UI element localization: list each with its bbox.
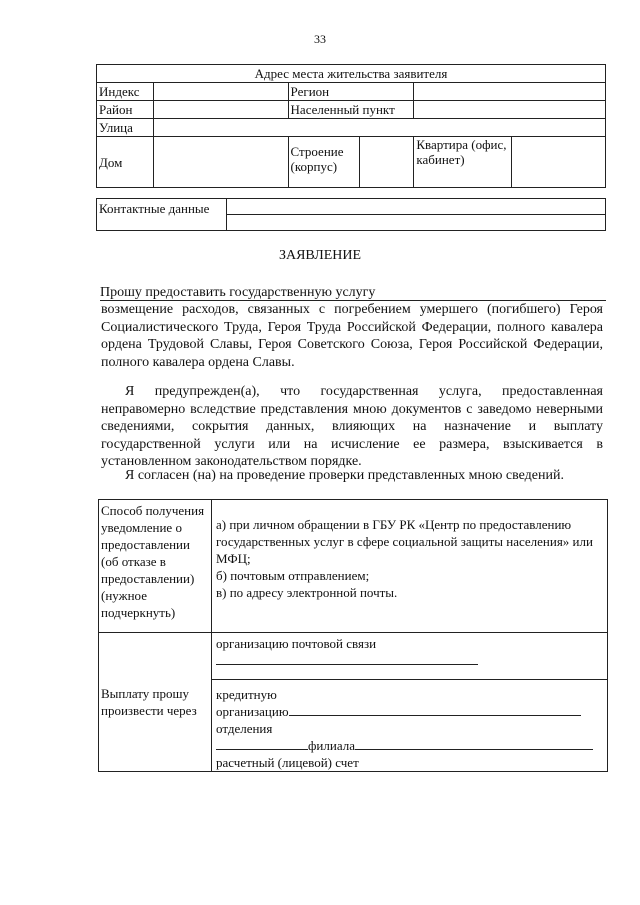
region-field[interactable]: [414, 83, 606, 101]
building-field[interactable]: [359, 137, 414, 187]
house-field[interactable]: [153, 137, 288, 188]
address-title: Адрес места жительства заявителя: [97, 65, 606, 83]
apartment-field[interactable]: [512, 137, 606, 188]
payment-label: Выплату прошу произвести через: [99, 633, 212, 772]
notification-label: Способ получения уведомление о предоставлении (об отказе в предоставлении) (нужное подчеркнуть): [99, 500, 212, 633]
branch-line[interactable]: [355, 737, 593, 750]
bank-option[interactable]: [212, 680, 607, 771]
branch-number-line[interactable]: [216, 737, 308, 750]
consent-text: Я согласен (на) на проведение проверки представленных мною сведений.: [125, 468, 564, 483]
locality-label: Населенный пункт: [288, 101, 414, 119]
request-line: Прошу предоставить государственную услугу: [100, 285, 376, 300]
contacts-field-2[interactable]: [227, 215, 606, 231]
address-table: [96, 64, 606, 188]
postal-org-label: организацию почтовой связи: [216, 636, 377, 651]
contacts-table: [96, 198, 606, 231]
postal-org-line[interactable]: [216, 656, 478, 665]
options-table: [98, 499, 608, 772]
notification-options: [212, 500, 608, 633]
payment-options: [212, 633, 608, 772]
district-field[interactable]: [153, 101, 288, 119]
branch-dept-label: отделения: [216, 721, 273, 736]
branch-label: филиала: [308, 738, 355, 753]
notification-option-a[interactable]: а) при личном обращении в ГБУ РК «Центр по предоставлению государственных услуг в сфере социальной защиты населения» или МФЦ;: [216, 517, 593, 566]
contacts-field-1[interactable]: [227, 199, 606, 215]
contacts-label: Контактные данные: [97, 199, 227, 231]
notification-option-c[interactable]: в) по адресу электронной почты.: [216, 585, 398, 600]
apartment-label: Квартира (офис, кабинет): [414, 137, 512, 188]
building-label: Строение (корпус): [290, 144, 344, 174]
index-label: Индекс: [97, 83, 154, 101]
region-label: Регион: [288, 83, 414, 101]
locality-field[interactable]: [414, 101, 606, 119]
postal-option[interactable]: [212, 633, 607, 680]
warning-text: Я предупрежден(а), что государственная услуга, предоставленная неправомерно вследствие представления мною документов с заведомо неверными сведениями, сокрытия данных, влияющих на назначение и выплату государственной услуги или на исчисление ее размера, взыскивается в установленном законодательством порядке.: [101, 384, 603, 469]
credit-org-label-1: кредитную: [216, 687, 277, 702]
house-label: Дом: [97, 137, 154, 188]
credit-org-line[interactable]: [289, 703, 581, 716]
district-label: Район: [97, 101, 154, 119]
account-label: расчетный (лицевой) счет: [216, 755, 359, 770]
notification-option-b[interactable]: б) почтовым отправлением;: [216, 568, 370, 583]
page-number: 33: [314, 32, 326, 46]
service-text: возмещение расходов, связанных с погребением умершего (погибшего) Героя Социалистического Труда, Героя Труда Российской Федерации, полного кавалера ордена Трудовой Славы, Героя Советского Союза, Героя Российской Федерации, полного кавалера ордена Славы.: [101, 302, 603, 370]
street-label: Улица: [97, 119, 154, 137]
credit-org-label-2: организацию: [216, 704, 289, 719]
index-field[interactable]: [153, 83, 288, 101]
street-field[interactable]: [153, 119, 605, 137]
statement-heading: ЗАЯВЛЕНИЕ: [278, 248, 362, 263]
